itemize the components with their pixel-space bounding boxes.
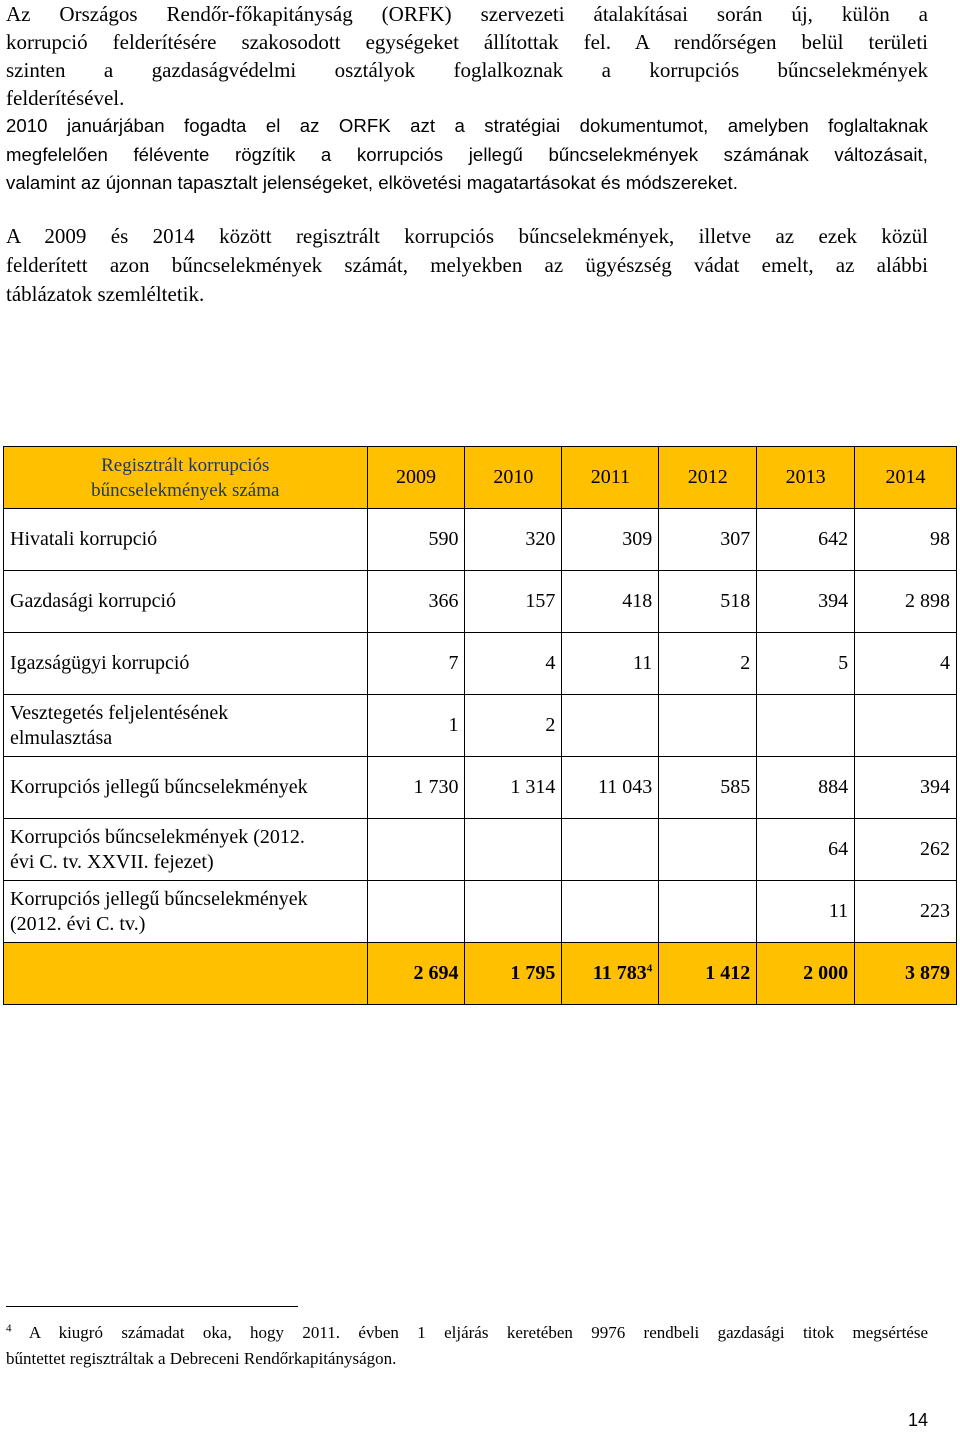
footnote-reference[interactable]: 4	[646, 962, 653, 975]
total-cell: 2 000	[757, 943, 855, 1005]
table-cell: 11	[757, 881, 855, 943]
table-cell: 2	[465, 695, 562, 757]
table-header-row	[4, 447, 957, 509]
header-label	[4, 447, 368, 509]
text-line: A 2009 és 2014 között regisztrált korrupciós bűncselekmények, illetve az ezek közül	[6, 224, 928, 248]
row-label	[4, 695, 368, 757]
table-total-row	[4, 943, 957, 1005]
text-line: valamint az újonnan tapasztalt jelenségeket, elkövetési magatartásokat és módszereket.	[6, 172, 738, 193]
table-intro-paragraph	[6, 222, 928, 309]
total-cell	[562, 943, 659, 1005]
total-cell: 1 412	[659, 943, 757, 1005]
footnote-text: A kiugró számadat oka, hogy 2011. évben 1 eljárás keretében 9976 rendbeli gazdasági titok megsértése	[28, 1323, 928, 1342]
table-cell	[855, 695, 957, 757]
table-cell: 2 898	[855, 571, 957, 633]
table-cell: 590	[367, 509, 465, 571]
year-header: 2012	[659, 447, 757, 509]
year-header: 2013	[757, 447, 855, 509]
table-cell	[367, 819, 465, 881]
total-label	[4, 943, 368, 1005]
row-label-line: Vesztegetés feljelentésének	[10, 701, 229, 724]
table-cell: 64	[757, 819, 855, 881]
text-line: megfelelően félévente rögzítik a korrupciós jellegű bűncselekmények számának változásait,	[6, 143, 928, 165]
table-cell	[562, 881, 659, 943]
row-label-line: Korrupciós jellegű bűncselekmények	[10, 887, 308, 910]
table-row	[4, 695, 957, 757]
table-cell	[562, 695, 659, 757]
footnote-line	[6, 1320, 928, 1346]
year-header: 2010	[465, 447, 562, 509]
table-cell: 366	[367, 571, 465, 633]
text-line: táblázatok szemléltetik.	[6, 282, 205, 306]
row-label: Igazságügyi korrupció	[4, 633, 368, 695]
table-cell	[757, 695, 855, 757]
total-cell: 1 795	[465, 943, 562, 1005]
table-cell: 11 043	[562, 757, 659, 819]
table-cell: 1 730	[367, 757, 465, 819]
year-header: 2011	[562, 447, 659, 509]
footnote	[6, 1320, 928, 1372]
header-label-line: bűncselekmények száma	[91, 479, 280, 501]
row-label: Hivatali korrupció	[4, 509, 368, 571]
table-cell: 418	[562, 571, 659, 633]
table-cell: 223	[855, 881, 957, 943]
table-cell: 11	[562, 633, 659, 695]
table-cell: 309	[562, 509, 659, 571]
text-line: szinten a gazdaságvédelmi osztályok foglalkoznak a korrupciós bűncselekmények	[6, 58, 928, 82]
total-cell: 3 879	[855, 943, 957, 1005]
table-row	[4, 757, 957, 819]
text-line: felderített azon bűncselekmények számát, melyekben az ügyészség vádat emelt, az alábbi	[6, 253, 928, 277]
table-row	[4, 509, 957, 571]
year-header: 2014	[855, 447, 957, 509]
table-cell: 1 314	[465, 757, 562, 819]
table-cell: 7	[367, 633, 465, 695]
header-label-line: Regisztrált korrupciós	[101, 454, 270, 476]
row-label	[4, 881, 368, 943]
footnote-line: bűntettet regisztráltak a Debreceni Rendőrkapitányságon.	[6, 1349, 397, 1368]
table-row	[4, 571, 957, 633]
row-label	[4, 819, 368, 881]
table-cell: 157	[465, 571, 562, 633]
intro-paragraph	[6, 0, 928, 198]
table-cell: 5	[757, 633, 855, 695]
table-cell	[465, 819, 562, 881]
table-cell	[659, 695, 757, 757]
row-label: Gazdasági korrupció	[4, 571, 368, 633]
table-cell: 394	[757, 571, 855, 633]
table-row	[4, 819, 957, 881]
text-line: korrupció felderítésére szakosodott egységeket állítottak fel. A rendőrségen belül területi	[6, 30, 928, 54]
table-cell: 642	[757, 509, 855, 571]
table-cell: 4	[855, 633, 957, 695]
footnote-mark: 4	[6, 1322, 12, 1335]
row-label-line: elmulasztása	[10, 726, 113, 749]
table-cell: 98	[855, 509, 957, 571]
table-cell: 585	[659, 757, 757, 819]
row-label-line: Korrupciós bűncselekmények (2012.	[10, 825, 305, 848]
text-line: Az Országos Rendőr-főkapitányság (ORFK) szervezeti átalakításai során új, külön a	[6, 2, 928, 26]
table-cell: 320	[465, 509, 562, 571]
table-cell: 307	[659, 509, 757, 571]
total-value: 11 783	[592, 962, 647, 984]
row-label-line: évi C. tv. XXVII. fejezet)	[10, 850, 214, 873]
table-cell	[367, 881, 465, 943]
footnote-separator	[6, 1306, 298, 1307]
table-cell	[659, 881, 757, 943]
text-line: felderítésével.	[6, 86, 125, 110]
text-line: 2010 januárjában fogadta el az ORFK azt a stratégiai dokumentumot, amelyben foglaltaknak	[6, 115, 928, 136]
table-cell	[465, 881, 562, 943]
table-cell: 884	[757, 757, 855, 819]
row-label-line: (2012. évi C. tv.)	[10, 912, 146, 935]
table-cell: 518	[659, 571, 757, 633]
row-label: Korrupciós jellegű bűncselekmények	[4, 757, 368, 819]
year-header: 2009	[367, 447, 465, 509]
table-cell: 4	[465, 633, 562, 695]
table-row	[4, 881, 957, 943]
table-cell: 2	[659, 633, 757, 695]
corruption-statistics-table	[3, 446, 957, 1005]
table-cell	[562, 819, 659, 881]
table-row	[4, 633, 957, 695]
table-cell: 1	[367, 695, 465, 757]
table-cell: 262	[855, 819, 957, 881]
page-number: 14	[907, 1410, 928, 1430]
table-cell: 394	[855, 757, 957, 819]
table-cell	[659, 819, 757, 881]
total-cell: 2 694	[367, 943, 465, 1005]
